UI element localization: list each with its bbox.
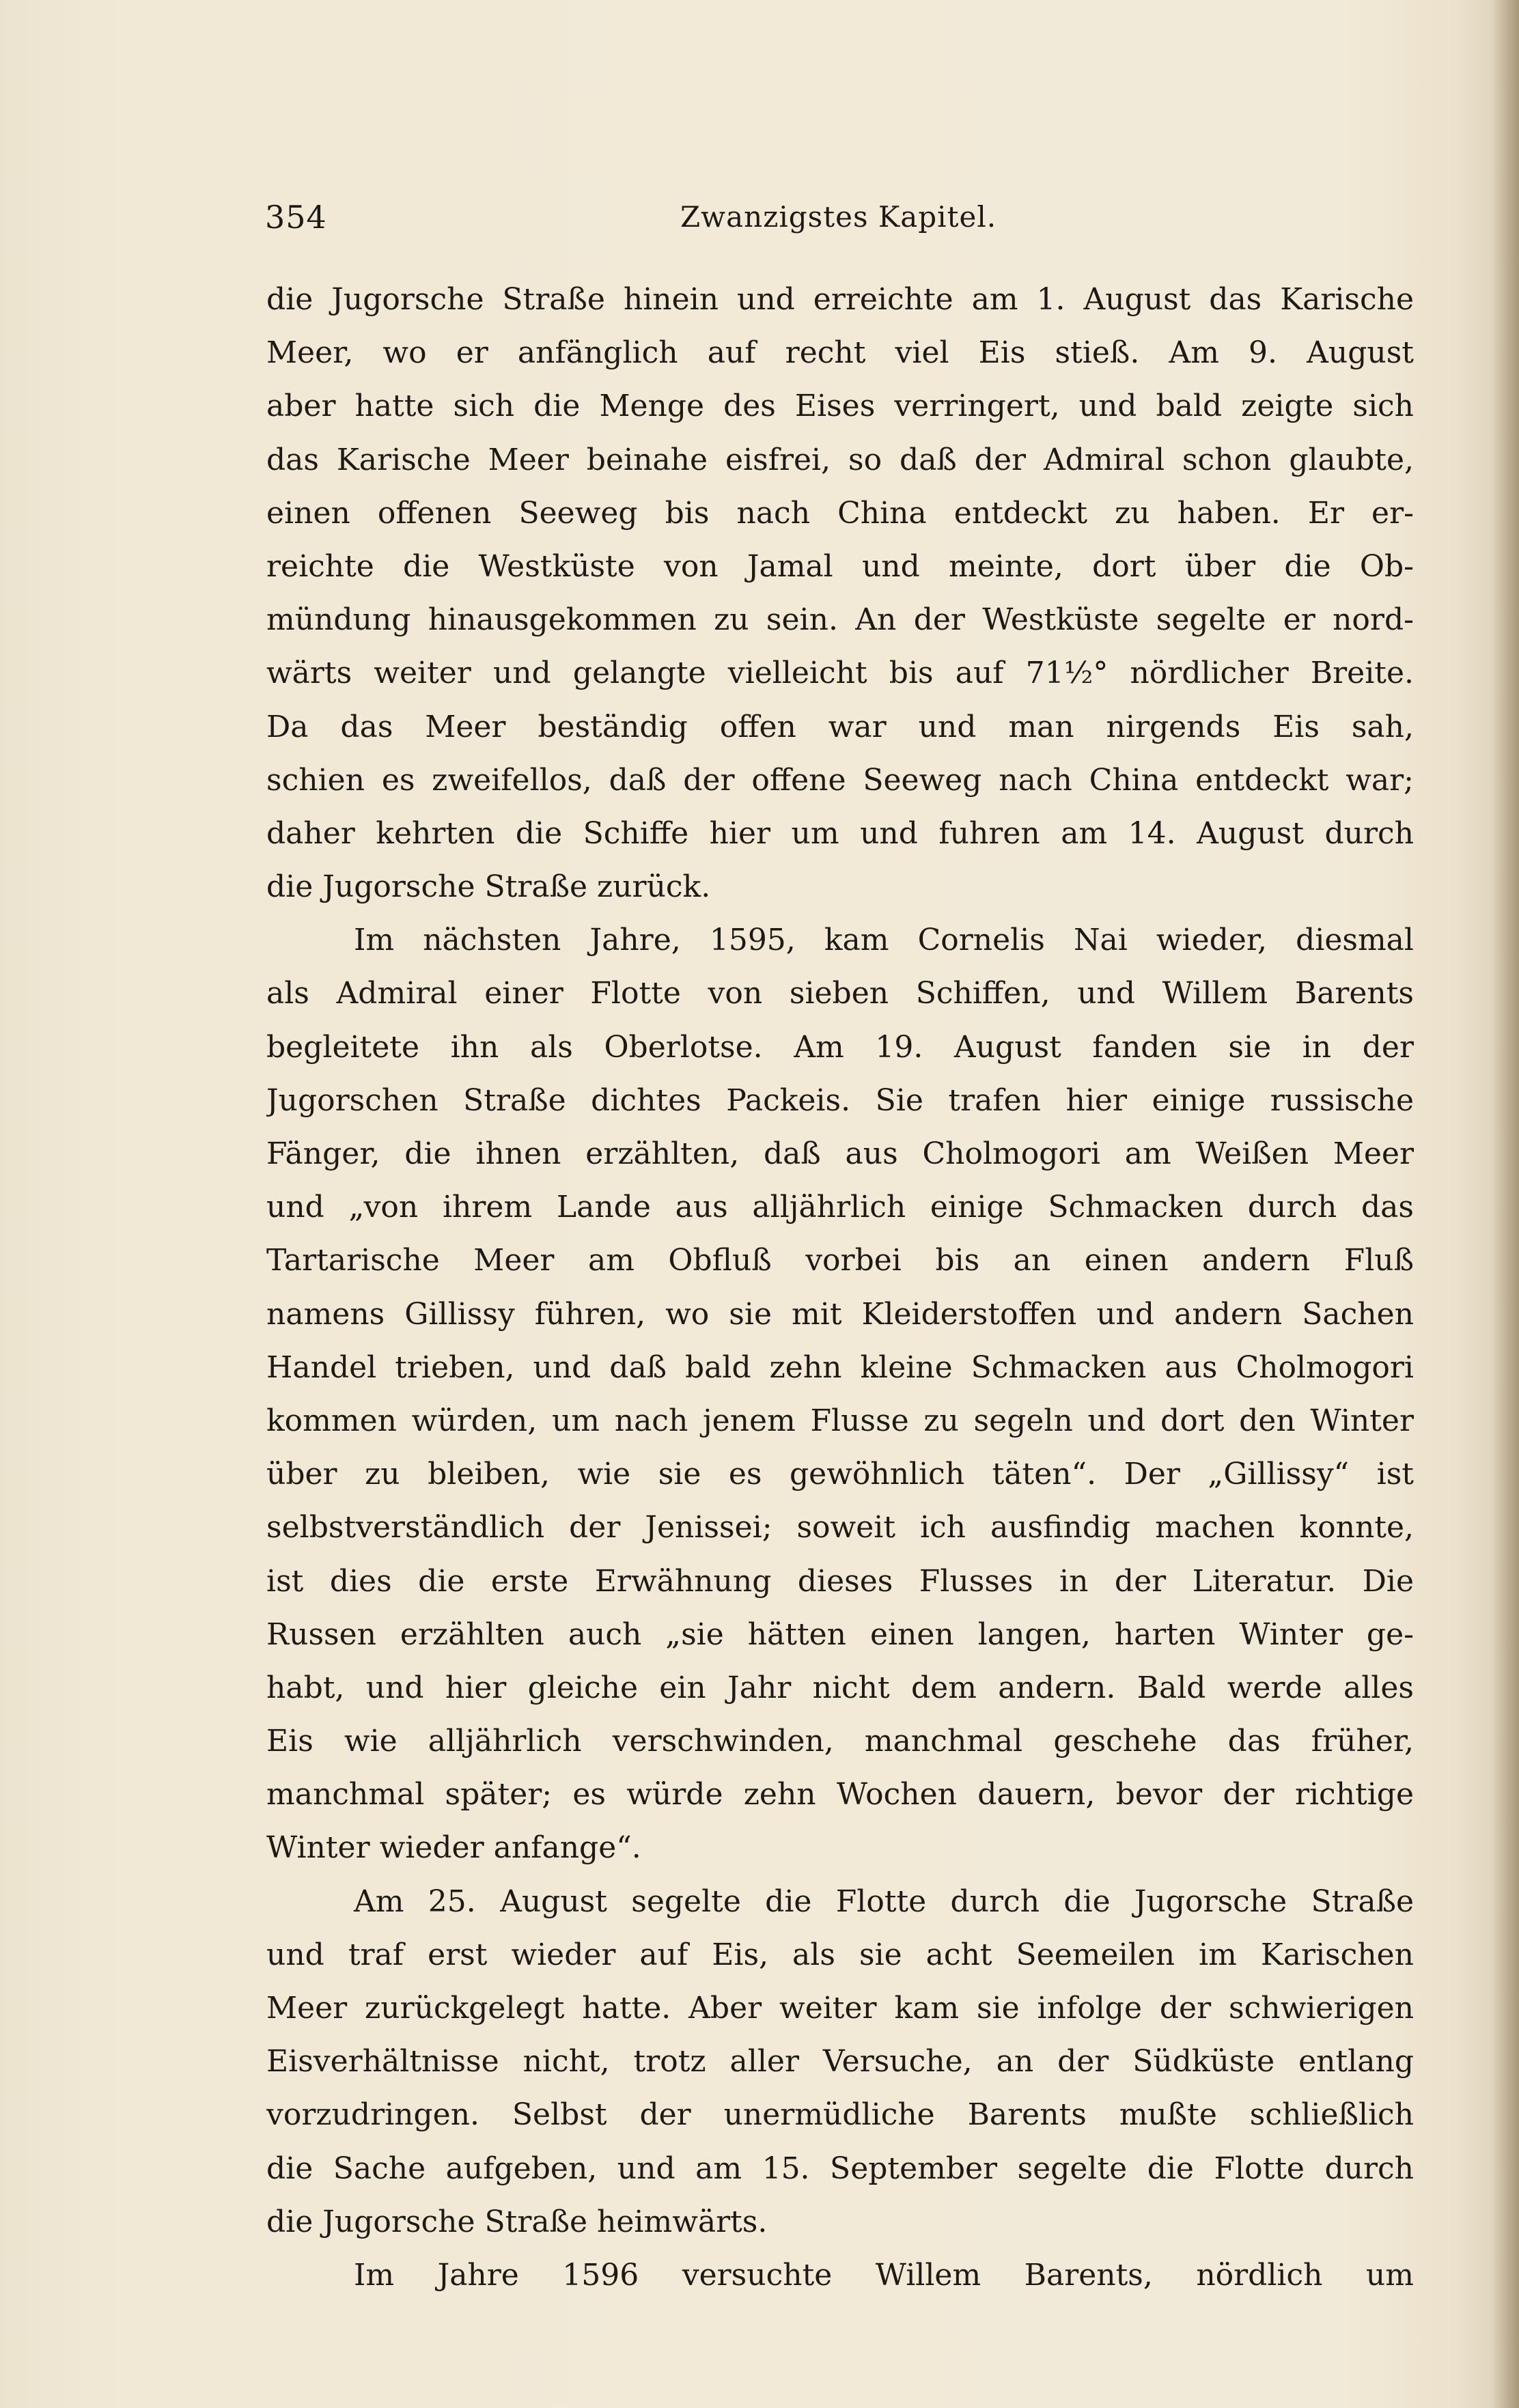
text-line: Im Jahre 1596 versuchte Willem Barents, nördlich um [354, 2257, 1414, 2293]
text-line: Am 25. August segelte die Flotte durch die Jugorsche Straße [354, 1884, 1414, 1919]
text-line: als Admiral einer Flotte von sieben Schiffen, und Willem Barents [266, 976, 1414, 1011]
text-line: die Jugorsche Straße zurück. [266, 869, 711, 905]
body-text [266, 273, 1414, 2302]
text-line: aber hatte sich die Menge des Eises verringert, und bald zeigte sich [266, 389, 1414, 424]
text-line: Eis wie alljährlich verschwinden, manchmal geschehe das früher, [266, 1724, 1414, 1759]
text-line: die Jugorsche Straße heimwärts. [266, 2204, 768, 2239]
text-line: Tartarische Meer am Obfluß vorbei bis an einen andern Fluß [266, 1243, 1414, 1278]
text-line: Jugorschen Straße dichtes Packeis. Sie trafen hier einige russische [266, 1082, 1414, 1118]
text-line: Handel trieben, und daß bald zehn kleine Schmacken aus Cholmogori [266, 1349, 1414, 1385]
text-line: die Jugorsche Straße hinein und erreichte am 1. August das Karische [266, 282, 1414, 317]
text-line: Eisverhältnisse nicht, trotz aller Versuche, an der Südküste entlang [266, 2044, 1414, 2080]
page-header [265, 197, 1419, 238]
text-line: Meer zurückgelegt hatte. Aber weiter kam sie infolge der schwierigen [266, 1991, 1414, 2026]
text-line: und „von ihrem Lande aus alljährlich einige Schmacken durch das [266, 1190, 1414, 1225]
text-line: begleitete ihn als Oberlotse. Am 19. August fanden sie in der [266, 1029, 1414, 1065]
text-line: die Sache aufgeben, und am 15. September segelte die Flotte durch [266, 2151, 1414, 2186]
text-line: reichte die Westküste von Jamal und meinte, dort über die Ob- [266, 548, 1414, 584]
text-line: ist dies die erste Erwähnung dieses Flusses in der Literatur. Die [266, 1563, 1414, 1599]
text-line: Winter wieder anfange“. [266, 1830, 641, 1866]
text-line: das Karische Meer beinahe eisfrei, so daß der Admiral schon glaubte, [266, 442, 1414, 477]
text-line: schien es zweifellos, daß der offene Seeweg nach China entdeckt war; [266, 762, 1414, 798]
running-head: Zwanzigstes Kapitel. [680, 200, 997, 234]
text-line: namens Gillissy führen, wo sie mit Kleiderstoffen und andern Sachen [266, 1296, 1414, 1332]
text-line: einen offenen Seeweg bis nach China entdeckt zu haben. Er er- [266, 495, 1414, 531]
text-line: Meer, wo er anfänglich auf recht viel Eis stieß. Am 9. August [266, 335, 1414, 371]
text-line: Im nächsten Jahre, 1595, kam Cornelis Nai wieder, diesmal [354, 923, 1414, 958]
text-line: habt, und hier gleiche ein Jahr nicht dem andern. Bald werde alles [266, 1670, 1414, 1705]
text-line: über zu bleiben, wie sie es gewöhnlich täten“. Der „Gillissy“ ist [266, 1457, 1414, 1492]
text-line: mündung hinausgekommen zu sein. An der Westküste segelte er nord- [266, 602, 1414, 638]
text-line: daher kehrten die Schiffe hier um und fuhren am 14. August durch [266, 815, 1414, 851]
text-line: manchmal später; es würde zehn Wochen dauern, bevor der richtige [266, 1777, 1414, 1812]
text-line: Russen erzählten auch „sie hätten einen langen, harten Winter ge- [266, 1616, 1414, 1652]
text-line: und traf erst wieder auf Eis, als sie acht Seemeilen im Karischen [266, 1937, 1414, 1972]
text-line: Da das Meer beständig offen war und man nirgends Eis sah, [266, 709, 1414, 744]
text-line: vorzudringen. Selbst der unermüdliche Barents mußte schließlich [266, 2097, 1414, 2133]
page-number: 354 [265, 199, 327, 236]
text-line: selbstverständlich der Jenissei; soweit ich ausfindig machen konnte, [266, 1510, 1414, 1545]
text-line: wärts weiter und gelangte vielleicht bis auf 71½° nördlicher Breite. [266, 656, 1414, 691]
text-line: kommen würden, um nach jenem Flusse zu segeln und dort den Winter [266, 1403, 1414, 1438]
text-line: Fänger, die ihnen erzählten, daß aus Cholmogori am Weißen Meer [266, 1136, 1414, 1171]
page-gutter-shadow [1492, 0, 1519, 2408]
